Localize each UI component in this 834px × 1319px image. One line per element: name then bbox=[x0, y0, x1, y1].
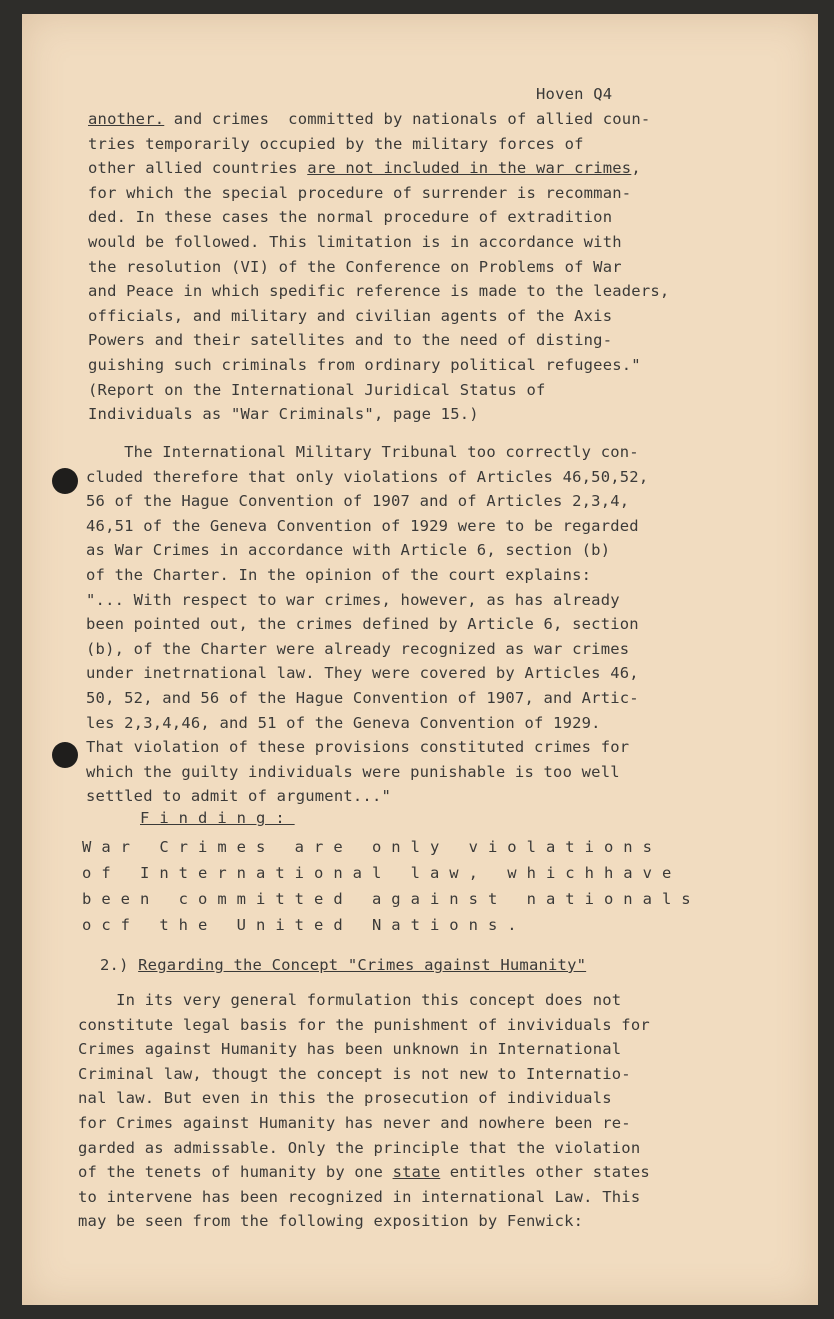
section-2-heading: 2.) Regarding the Concept "Crimes against Humanity" bbox=[100, 956, 587, 974]
punch-hole bbox=[52, 468, 78, 494]
text-line: as War Crimes in accordance with Article 6, section (b) bbox=[86, 541, 611, 560]
text-line: Crimes against Humanity has been unknown in International bbox=[78, 1040, 622, 1059]
text-line: 56 of the Hague Convention of 1907 and of Articles 2,3,4, bbox=[86, 492, 630, 511]
text-line: may be seen from the following exposition by Fenwick: bbox=[78, 1212, 584, 1231]
text-line: for which the special procedure of surrender is recomman- bbox=[88, 183, 632, 202]
text-line: other allied countries are not included in the war crimes, bbox=[88, 159, 641, 178]
text-line: garded as admissable. Only the principle that the violation bbox=[78, 1138, 641, 1157]
text-line: 46,51 of the Geneva Convention of 1929 were to be regarded bbox=[86, 516, 639, 535]
text-line: of International law, whichhave bbox=[82, 864, 682, 882]
text-line: to intervene has been recognized in international Law. This bbox=[78, 1187, 641, 1206]
text-line: of the Charter. In the opinion of the court explains: bbox=[86, 566, 592, 584]
text-line: been pointed out, the crimes defined by Article 6, section bbox=[86, 615, 639, 634]
punch-hole bbox=[52, 742, 78, 768]
text-line: ocf the United Nations. bbox=[82, 916, 527, 934]
text-line: In its very general formulation this concept does not bbox=[78, 991, 622, 1009]
text-line: would be followed. This limitation is in accordance with bbox=[88, 233, 622, 251]
text-line: 50, 52, and 56 of the Hague Convention of 1907, and Artic- bbox=[86, 689, 639, 707]
text-line: of the tenets of humanity by one state entitles other states bbox=[78, 1163, 650, 1182]
text-line: les 2,3,4,46, and 51 of the Geneva Convention of 1929. bbox=[86, 713, 601, 732]
text-line: cluded therefore that only violations of Articles 46,50,52, bbox=[86, 467, 649, 486]
text-line: and Peace in which spedific reference is made to the leaders, bbox=[88, 282, 670, 301]
text-line: guishing such criminals from ordinary political refugees." bbox=[88, 356, 641, 374]
text-line: Criminal law, thougt the concept is not new to Internatio- bbox=[78, 1064, 631, 1083]
page-reference: Hoven Q4 bbox=[536, 85, 613, 103]
text-line: officials, and military and civilian agents of the Axis bbox=[88, 306, 613, 325]
text-line: another. and crimes committed by nationals of allied coun- bbox=[88, 110, 651, 128]
text-line: been committed against nationals bbox=[82, 890, 701, 908]
finding-heading: Finding: bbox=[140, 809, 295, 827]
text-line: (Report on the International Juridical Status of bbox=[88, 380, 546, 399]
text-line: (b), of the Charter were already recognized as war crimes bbox=[86, 639, 630, 658]
text-line: nal law. But even in this the prosecution of individuals bbox=[78, 1089, 612, 1108]
text-line: War Crimes are only violations bbox=[82, 838, 662, 856]
text-line: the resolution (VI) of the Conference on Problems of War bbox=[88, 257, 622, 276]
text-line: which the guilty individuals were punishable is too well bbox=[86, 762, 620, 781]
text-line: Individuals as "War Criminals", page 15.) bbox=[88, 405, 479, 424]
text-line: under inetrnational law. They were covered by Articles 46, bbox=[86, 664, 639, 683]
text-line: The International Military Tribunal too correctly con- bbox=[86, 443, 639, 461]
text-line: constitute legal basis for the punishment of invividuals for bbox=[78, 1015, 650, 1034]
text-line: That violation of these provisions constituted crimes for bbox=[86, 738, 630, 757]
text-line: "... With respect to war crimes, however, as has already bbox=[86, 590, 620, 609]
text-line: ded. In these cases the normal procedure of extradition bbox=[88, 208, 613, 227]
text-line: tries temporarily occupied by the military forces of bbox=[88, 134, 584, 153]
text-line: settled to admit of argument..." bbox=[86, 787, 392, 806]
document-page bbox=[22, 14, 818, 1305]
text-line: for Crimes against Humanity has never and nowhere been re- bbox=[78, 1114, 631, 1132]
text-line: Powers and their satellites and to the need of disting- bbox=[88, 331, 613, 350]
